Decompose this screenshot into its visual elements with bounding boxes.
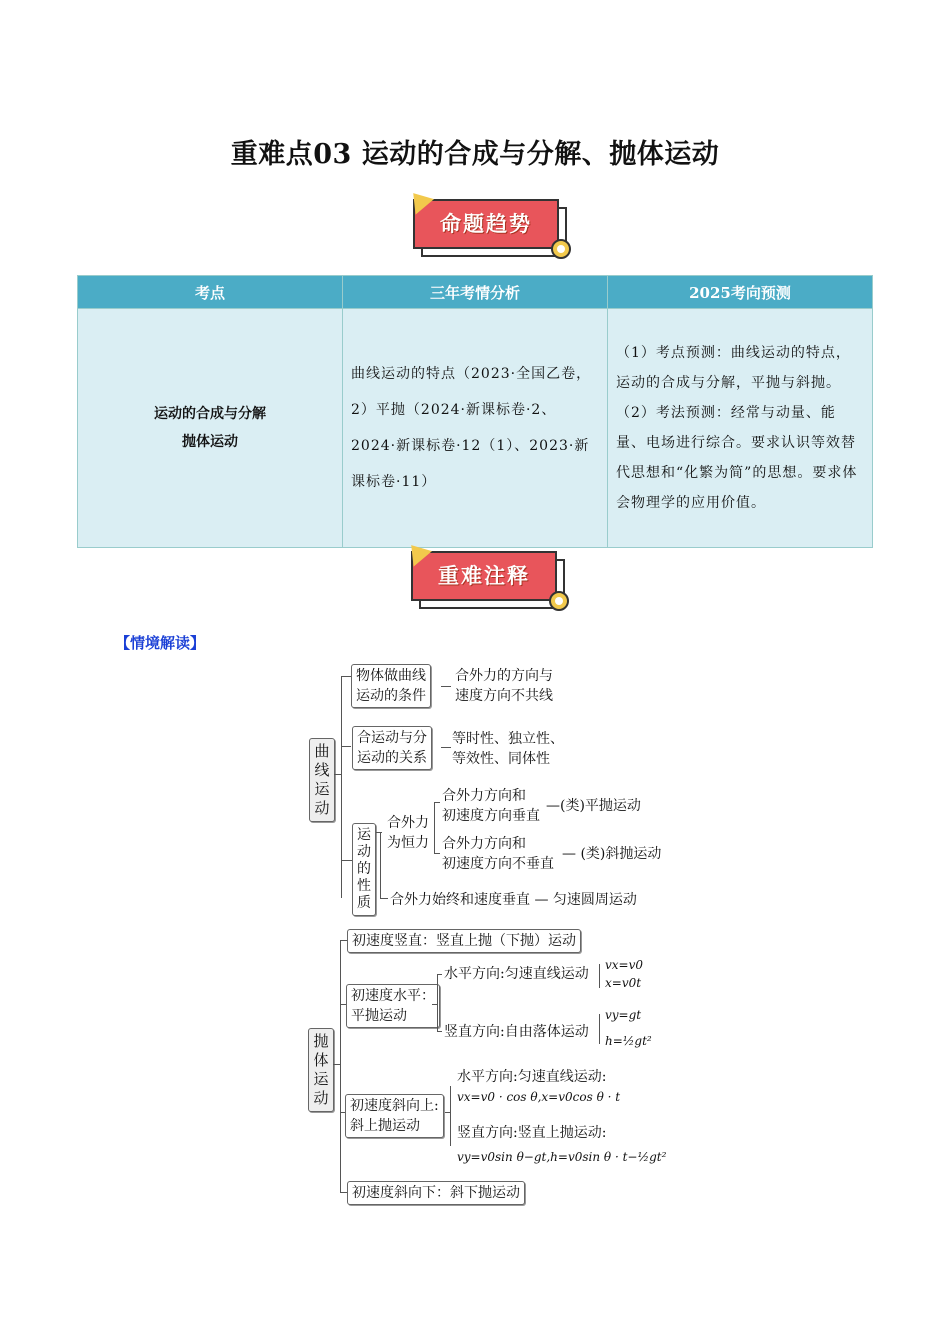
notperp-result: — (类)斜抛运动 [562,846,662,862]
horizontal-box: 初速度水平： 平抛运动 [346,984,440,1028]
cond-box: 物体做曲线 运动的条件 [351,664,431,708]
const-force: 合外力 为恒力 [387,815,429,851]
obl-v-formula: vy=v0sin θ−gt,h=v0sin θ · t−½gt² [457,1150,667,1164]
ring-icon [551,239,571,259]
obl-v-text: 竖直方向:竖直上抛运动: [457,1125,607,1141]
banner-trend [413,199,565,255]
horiz-h-text: 水平方向:匀速直线运动 [444,966,589,982]
horiz-v-text: 竖直方向:自由落体运动 [444,1024,589,1040]
cell-analysis: 曲线运动的特点（2023·全国乙卷，2）平抛（2024·新课标卷·2、2024·新课标卷·12（1）、2023·新课标卷·11） [343,309,608,548]
horiz-h-formula1: vx=v0 [605,958,644,972]
obl-h-formula: vx=v0 · cos θ,x=v0cos θ · t [457,1090,621,1104]
root-projectile: 抛体运动 [308,1028,334,1112]
horiz-v-formula2: h=½gt² [605,1034,652,1048]
oblique-box: 初速度斜向上: 斜上抛运动 [345,1094,444,1138]
down-box: 初速度斜向下：斜下抛运动 [347,1181,525,1205]
root-curved-motion: 曲线运动 [309,738,335,822]
banner-trend-label: 命题趋势 [413,199,559,249]
page-title: 重难点03 运动的合成与分解、抛体运动 [230,139,720,170]
cond-text: 合外力的方向与 速度方向不共线 [455,668,553,704]
notperp-text: 合外力方向和 初速度方向不垂直 [442,836,554,872]
section-label: 【情境解读】 [115,634,206,652]
obl-h-text: 水平方向:匀速直线运动: [457,1069,607,1085]
trend-table [77,275,873,548]
table-row [78,309,873,548]
relation-box: 合运动与分 运动的关系 [352,726,432,770]
nature-box: 运动的性质 [352,823,376,916]
cell-point: 运动的合成与分解 抛体运动 [78,309,343,548]
horiz-v-formula1: vy=gt [605,1008,642,1022]
relation-text: 等时性、独立性、 等效性、同体性 [452,731,564,767]
vertical-box: 初速度竖直：竖直上抛（下抛）运动 [347,929,581,953]
ring-icon [549,591,569,611]
header-analysis: 三年考情分析 [343,276,608,309]
header-prediction: 2025考向预测 [608,276,873,309]
header-point: 考点 [78,276,343,309]
cell-prediction: （1）考点预测：曲线运动的特点，运动的合成与分解，平抛与斜抛。 （2）考法预测：经常与动量、能量、电场进行综合。要求认识等效替代思想和“化繁为简”的思想。要求体会物理学的应用价值。 [608,309,873,548]
horiz-h-formula2: x=v0t [605,976,642,990]
perp-result: —(类)平抛运动 [546,798,641,814]
circle-text: 合外力始终和速度垂直 — 匀速圆周运动 [390,892,637,908]
banner-explain [411,551,563,607]
banner-explain-label: 重难注释 [411,551,557,601]
perp-text: 合外力方向和 初速度方向垂直 [442,788,540,824]
